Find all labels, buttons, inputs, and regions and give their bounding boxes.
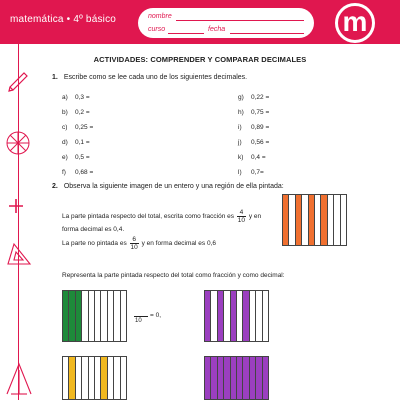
bar-segment bbox=[121, 291, 126, 341]
item-value: 0,75 = bbox=[251, 109, 270, 116]
item-label: c) bbox=[62, 124, 68, 131]
decimal-item bbox=[238, 154, 266, 161]
curso-label: curso bbox=[148, 26, 166, 33]
decimal-item bbox=[62, 169, 93, 176]
decimal-item bbox=[62, 109, 90, 116]
question-number: 2. bbox=[52, 183, 58, 190]
brand-logo: m bbox=[335, 3, 375, 43]
instruction-text: Representa la parte pintada respecto del total como fracción y como decimal: bbox=[62, 272, 285, 279]
green-fraction-bars bbox=[62, 290, 127, 342]
bar-segment bbox=[263, 291, 268, 341]
pencil-icon bbox=[5, 66, 31, 92]
item-value: 0,22 = bbox=[251, 94, 270, 101]
item-label: d) bbox=[62, 139, 68, 146]
item-label: b) bbox=[62, 109, 68, 116]
item-label: i) bbox=[238, 124, 242, 131]
decimal-item bbox=[62, 154, 90, 161]
fecha-label: fecha bbox=[208, 26, 226, 33]
item-value: 0,68 = bbox=[75, 169, 94, 176]
item-label: l) bbox=[238, 169, 242, 176]
item-value: 0,1 = bbox=[75, 139, 90, 146]
protractor-icon bbox=[3, 360, 35, 396]
decimal-item bbox=[238, 109, 269, 116]
header-bar bbox=[0, 0, 400, 44]
question-number: 1. bbox=[52, 74, 58, 81]
student-info-box bbox=[138, 8, 314, 38]
triangle-ruler-icon bbox=[4, 238, 34, 268]
curso-line bbox=[168, 33, 204, 34]
fraction-six-tenths: $\frac{6}{10}$ bbox=[130, 236, 138, 251]
nombre-label: nombre bbox=[148, 13, 172, 20]
item-label: j) bbox=[238, 139, 242, 146]
item-value: 0,56 = bbox=[251, 139, 270, 146]
explanation-line-1: La parte pintada respecto del total, escrita como fracción es $\frac{4}{10}$ y en bbox=[62, 209, 262, 224]
item-value: 0,25 = bbox=[75, 124, 94, 131]
margin-line bbox=[18, 44, 19, 400]
page-title: ACTIVIDADES: COMPRENDER Y COMPARAR DECIMALES bbox=[93, 55, 307, 64]
answer-denominator: 10 bbox=[135, 318, 142, 324]
item-label: e) bbox=[62, 154, 68, 161]
decimal-item bbox=[62, 124, 93, 131]
bar-segment bbox=[263, 357, 268, 399]
item-value: 0,3 = bbox=[75, 94, 90, 101]
item-value: 0,5 = bbox=[75, 154, 90, 161]
item-label: f) bbox=[62, 169, 66, 176]
purple-full-fraction-bars bbox=[204, 356, 269, 400]
decimal-item bbox=[62, 94, 90, 101]
item-value: 0,4 = bbox=[251, 154, 266, 161]
bar-segment bbox=[341, 195, 346, 245]
decimal-item bbox=[238, 94, 269, 101]
subject-label: matemática • 4º básico bbox=[10, 14, 117, 25]
item-label: k) bbox=[238, 154, 244, 161]
compass-icon bbox=[3, 128, 33, 158]
nombre-line bbox=[176, 20, 304, 21]
example-fraction-bars bbox=[282, 194, 347, 246]
question-2 bbox=[52, 183, 284, 190]
yellow-fraction-bars bbox=[62, 356, 127, 400]
item-label: a) bbox=[62, 94, 68, 101]
item-label: g) bbox=[238, 94, 244, 101]
fraction-four-tenths: $\frac{4}{10}$ bbox=[237, 209, 246, 224]
item-value: 0,7= bbox=[251, 169, 264, 176]
answer-equals: = 0, bbox=[150, 312, 162, 319]
fecha-line bbox=[230, 33, 304, 34]
decimal-item bbox=[238, 124, 269, 131]
item-value: 0,2 = bbox=[75, 109, 90, 116]
item-label: h) bbox=[238, 109, 244, 116]
decimal-item bbox=[238, 169, 264, 176]
question-2-text: Observa la siguiente imagen de un entero y una región de ella pintada: bbox=[63, 183, 284, 190]
decimal-item bbox=[62, 139, 90, 146]
question-1 bbox=[52, 74, 247, 81]
plus-icon bbox=[4, 196, 28, 216]
explanation-line-3: La parte no pintada es $\frac{6}{10}$ y en forma decimal es 0,6 bbox=[62, 236, 216, 251]
bar-segment bbox=[121, 357, 126, 399]
explanation-line-2: forma decimal es 0,4. bbox=[62, 226, 125, 233]
purple-fraction-bars bbox=[204, 290, 269, 342]
question-1-text: Escribe como se lee cada uno de los siguientes decimales. bbox=[63, 74, 248, 81]
decimal-item bbox=[238, 139, 269, 146]
item-value: 0,89 = bbox=[251, 124, 270, 131]
